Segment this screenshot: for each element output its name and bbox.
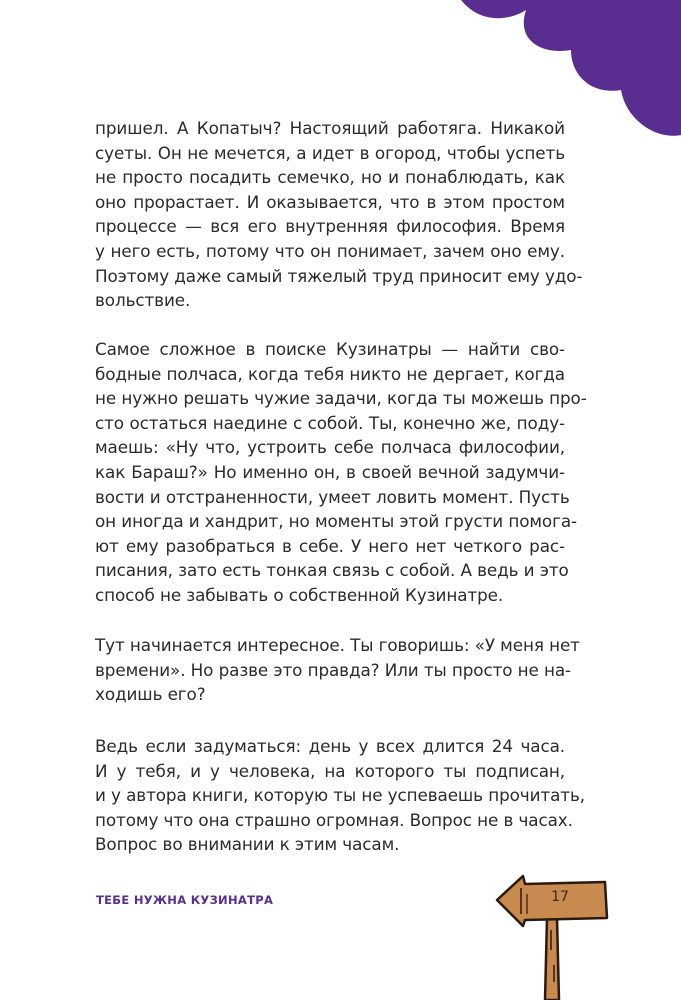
text-line: вости и отстраненности, умеет ловить момент. Пусть [95, 486, 570, 507]
text-line: процессе — вся его внутренняя философия. Время [95, 216, 565, 237]
text-line: Тут начинается интересное. Ты говоришь: «У меня нет [95, 635, 580, 655]
text-line: суеты. Он не мечется, а идет в огород, чтобы успеть [95, 142, 565, 163]
text-line: Поэтому даже самый тяжелый труд приносит ему удо- [95, 265, 583, 286]
page-number: 17 [551, 889, 569, 905]
text-line: времени». Но разве это правда? Или ты просто не на- [95, 659, 572, 680]
text-line: И у тебя, и у человека, на которого ты подписан, [95, 760, 565, 781]
paragraph-1 [95, 116, 583, 313]
text-line: не нужно решать чужие задачи, когда ты можешь про- [95, 388, 587, 409]
paragraph-2 [95, 337, 587, 608]
text-line: писания, зато есть тонкая связь с собой. А ведь и это [95, 560, 569, 581]
text-line: Вопрос во внимании к этим часам. [95, 834, 400, 855]
text-line: он иногда и хандрит, но моменты этой грусти помога- [95, 511, 577, 532]
text-line: Ведь если задуматься: день у всех длится 24 часа. [95, 736, 565, 756]
paragraph-3 [95, 633, 580, 707]
text-line: и у автора книги, которую ты не успеваешь прочитать, [95, 785, 585, 806]
text-line: ходишь его? [95, 684, 206, 705]
text-line: ют ему разобраться в себе. У него нет четкого рас- [95, 535, 565, 556]
text-line: потому что она страшно огромная. Вопрос не в часах. [95, 809, 573, 830]
running-title: ТЕБЕ НУЖНА КУЗИНАТРА [96, 893, 274, 907]
text-line: способ не забывать о собственной Кузинатре. [95, 584, 504, 605]
paragraph-4 [95, 734, 585, 857]
text-line: маешь: «Ну что, устроить себе полчаса философии, [95, 437, 565, 458]
text-line: Самое сложное в поиске Кузинатры — найти сво- [95, 339, 565, 359]
text-line: пришел. А Копатыч? Настоящий работяга. Никакой [95, 118, 565, 138]
text-line: вольствие. [95, 290, 191, 311]
text-line: оно прорастает. И оказывается, что в этом простом [95, 191, 565, 212]
text-line: бодные полчаса, когда тебя никто не дергает, когда [95, 363, 565, 384]
text-line: у него есть, потому что он понимает, зачем оно ему. [95, 240, 565, 261]
text-line: не просто посадить семечко, но и понаблюдать, как [95, 167, 565, 188]
text-line: как Бараш?» Но именно он, в своей вечной задумчи- [95, 461, 565, 482]
text-line: сто остаться наедине с собой. Ты, конечно же, поду- [95, 412, 565, 433]
